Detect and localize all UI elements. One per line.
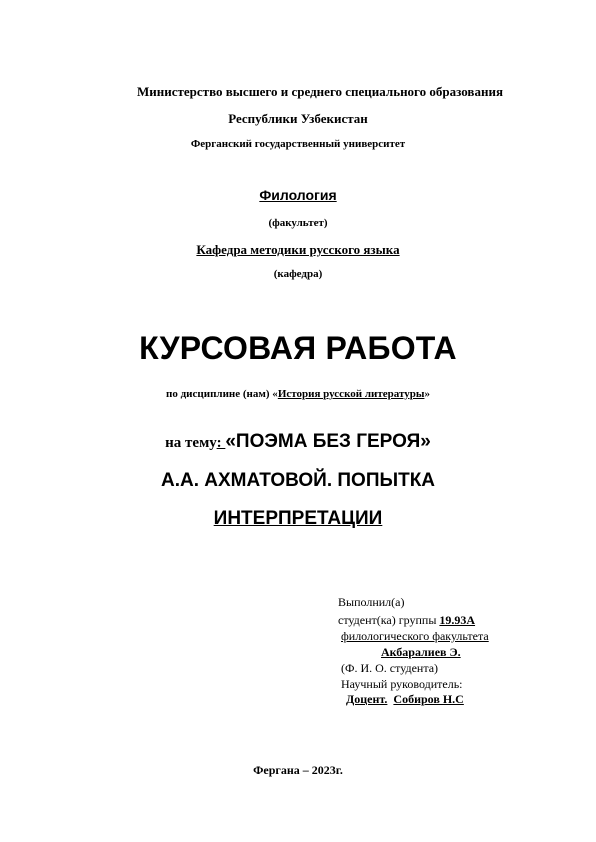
faculty-caption: (факультет) [268,217,328,229]
topic-line-1 [0,431,596,453]
topic-line-2: А.А. АХМАТОВОЙ. ПОПЫТКА [160,470,436,491]
supervisor-title: Доцент. [346,692,388,706]
discipline-suffix: » [424,388,430,400]
student-name: Акбаралиев Э. [381,645,461,659]
supervisor-name: Собиров Н.С [393,692,464,706]
faculty-name: Филология [259,187,337,203]
department-caption: (кафедра) [273,268,323,280]
student-group-label: студент(ка) группы [338,613,440,627]
university-name: Ферганский государственный университет [190,138,406,150]
discipline-line [0,388,596,400]
ministry-line-1: Министерство высшего и среднего специального образования [137,84,503,99]
ministry-line-2: Республики Узбекистан [228,111,368,126]
topic-line-3: ИНТЕРПРЕТАЦИИ [213,508,383,529]
done-by-label: Выполнил(а) [338,595,405,609]
topic-prefix: на тему [165,435,217,451]
topic-title-1: «ПОЭМА БЕЗ ГЕРОЯ» [225,431,431,452]
topic-colon: : [216,435,226,451]
author-faculty: филологического факультета [341,629,489,643]
supervisor-line [346,690,464,709]
work-type-title: КУРСОВАЯ РАБОТА [139,330,457,366]
discipline-name: История русской литературы [277,388,425,400]
supervisor-label: Научный руководитель: [341,677,463,691]
group-number: 19.93А [439,613,476,627]
fio-caption: (Ф. И. О. студента) [341,661,439,675]
city-year: Фергана – 2023г. [253,763,343,777]
department-name: Кафедра методики русского языка [196,242,400,257]
discipline-prefix: по дисциплине (нам) « [166,388,278,400]
